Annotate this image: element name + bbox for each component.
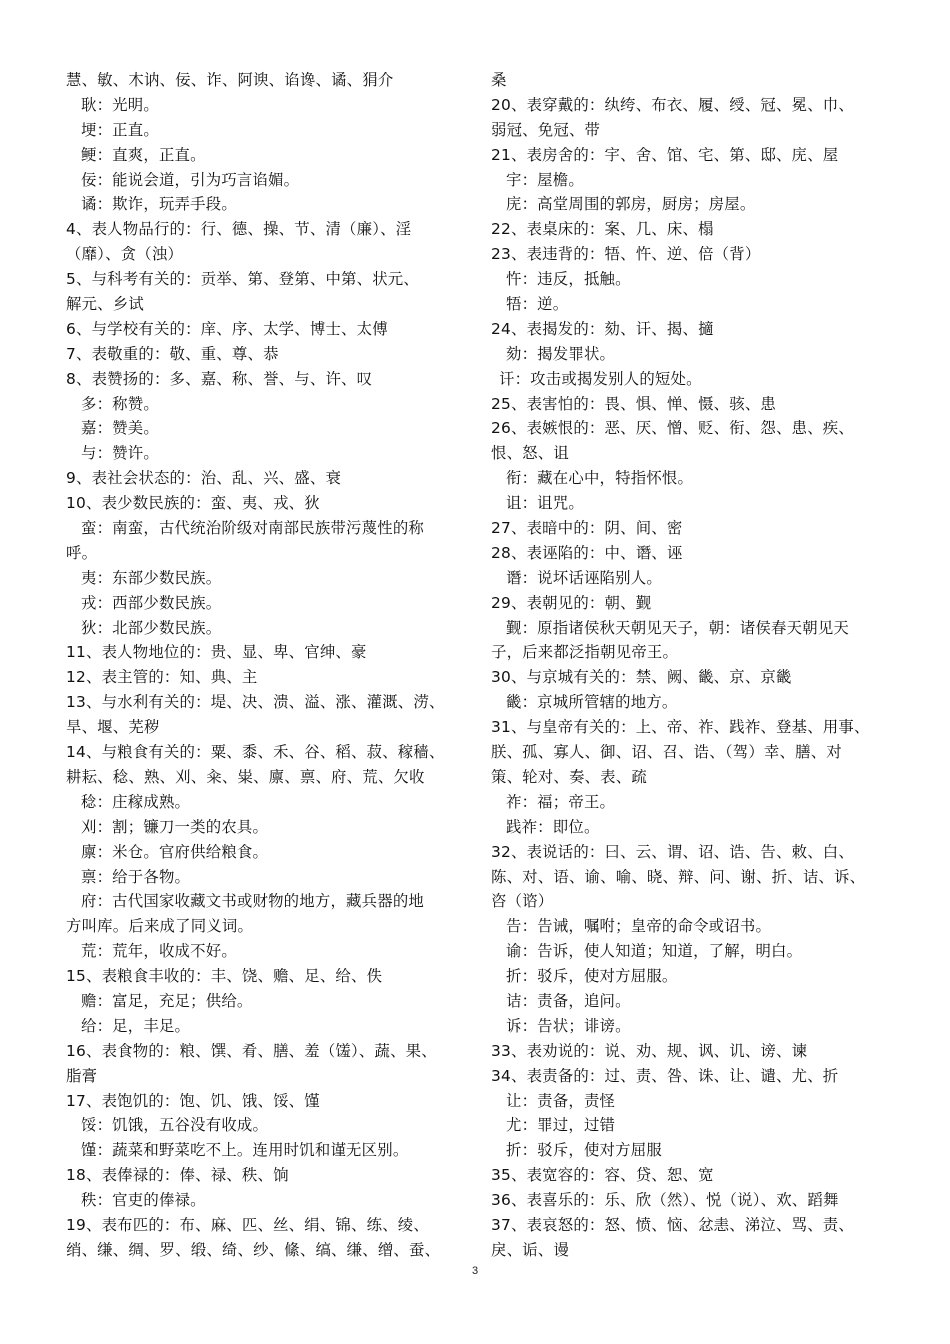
text-line: 告：告诫，嘱咐；皇帝的命令或诏书。 — [506, 917, 772, 936]
text-line: 30、与京城有关的：禁、阙、畿、京、京畿 — [491, 668, 792, 687]
text-line: 12、表主管的：知、典、主 — [66, 668, 258, 687]
text-line: 与：赞许。 — [81, 444, 159, 463]
text-line: 脂膏 — [66, 1066, 98, 1085]
text-line: 讦：攻击或揭发别人的短处。 — [499, 369, 702, 388]
text-line: 6、与学校有关的：庠、序、太学、博士、太傅 — [66, 319, 388, 338]
text-line: 呼。 — [66, 543, 98, 562]
text-line: 诅：诅咒。 — [506, 494, 584, 513]
text-line: 祚：福；帝王。 — [506, 792, 616, 811]
text-line: 诉：告状；诽谤。 — [506, 1016, 631, 1035]
text-line: 15、表粮食丰收的：丰、饶、赡、足、给、佚 — [66, 967, 383, 986]
text-line: 恨、怒、诅 — [491, 444, 569, 463]
text-line: 嘉：赞美。 — [81, 419, 159, 438]
text-line: 朕、孤、寡人、御、诏、召、诰、（驾）幸、膳、对 — [491, 743, 842, 762]
text-line: 旱、堰、芜秽 — [66, 718, 160, 737]
text-line: 8、表赞扬的：多、嘉、称、誉、与、许、叹 — [66, 369, 373, 388]
text-line: 28、表诬陷的：中、谮、诬 — [491, 543, 683, 562]
text-line: 禀：给于各物。 — [81, 867, 191, 886]
text-line: 子，后来都泛指朝见帝王。 — [491, 643, 679, 662]
text-line: 9、表社会状态的：治、乱、兴、盛、衰 — [66, 469, 342, 488]
text-line: 劾：揭发罪状。 — [506, 344, 616, 363]
text-line: 37、表哀怒的：怒、愤、恼、忿恚、涕泣、骂、责、 — [491, 1215, 854, 1234]
text-line: 多：称赞。 — [81, 394, 159, 413]
text-line: 方叫库。后来成了同义词。 — [66, 917, 254, 936]
text-line: 给：足，丰足。 — [81, 1016, 191, 1035]
text-line: 18、表俸禄的：俸、禄、秩、饷 — [66, 1166, 289, 1185]
text-line: 13、与水利有关的：堤、决、溃、溢、涨、灌溉、涝、 — [66, 693, 445, 712]
text-line: 34、表责备的：过、责、咎、诛、让、谴、尤、折 — [491, 1066, 839, 1085]
text-line: 馁：饥饿，五谷没有收成。 — [81, 1116, 269, 1135]
text-line: 夷：东部少数民族。 — [81, 568, 222, 587]
text-line: 19、表布匹的：布、麻、匹、丝、绢、锦、练、绫、 — [66, 1215, 429, 1234]
text-line: 觐：原指诸侯秋天朝见天子，朝：诸侯春天朝见天 — [506, 618, 849, 637]
text-line: 宇：屋檐。 — [506, 170, 584, 189]
text-line: 29、表朝见的：朝、觐 — [491, 593, 652, 612]
text-line: 庑：高堂周围的郭房，厨房；房屋。 — [506, 195, 756, 214]
text-line: 戎：西部少数民族。 — [81, 593, 222, 612]
text-line: 府：古代国家收藏文书或财物的地方，藏兵器的地 — [81, 892, 424, 911]
text-line: 谮：说坏话诬陷别人。 — [506, 568, 662, 587]
text-line: 策、轮对、奏、表、疏 — [491, 767, 647, 786]
left-column — [66, 68, 484, 1263]
text-line: 11、表人物地位的：贵、显、卑、官绅、豪 — [66, 643, 367, 662]
text-line: 戾、诟、谩 — [491, 1240, 569, 1259]
text-line: 刈：割；镰刀一类的农具。 — [81, 817, 269, 836]
right-column — [491, 68, 901, 1263]
text-line: 27、表暗中的：阴、间、密 — [491, 519, 683, 538]
text-line: 佞：能说会道，引为巧言谄媚。 — [81, 170, 300, 189]
text-line: 慧、敏、木讷、佞、诈、阿谀、谄谗、谲、狷介 — [66, 71, 394, 89]
text-line: 稔：庄稼成熟。 — [81, 792, 191, 811]
text-line: 谲：欺诈，玩弄手段。 — [81, 195, 237, 214]
text-line: 7、表敬重的：敬、重、尊、恭 — [66, 344, 279, 363]
text-line: 21、表房舍的：宇、舍、馆、宅、第、邸、庑、屋 — [491, 145, 839, 164]
text-line: 36、表喜乐的：乐、欣（然）、悦（说）、欢、蹈舞 — [491, 1191, 839, 1210]
text-line: 廪：米仓。官府供给粮食。 — [81, 842, 269, 861]
text-line: 忤：违反，抵触。 — [506, 270, 631, 289]
text-line: 25、表害怕的：畏、惧、惮、慑、骇、患 — [491, 394, 777, 413]
text-line: 23、表违背的：牾、忤、逆、倍（背） — [491, 245, 761, 264]
text-line: 馑：蔬菜和野菜吃不上。连用时饥和谨无区别。 — [81, 1141, 409, 1160]
text-line: 16、表食物的：粮、馔、肴、膳、羞（馐）、蔬、果、 — [66, 1041, 437, 1060]
text-line: 绡、缣、绸、罗、缎、绮、纱、絛、缟、缣、缯、蚕、 — [66, 1240, 441, 1259]
text-line: 35、表宽容的：容、贷、恕、宽 — [491, 1166, 714, 1185]
text-line: 鲠：直爽，正直。 — [81, 145, 206, 164]
text-line: 畿：京城所管辖的地方。 — [506, 693, 678, 712]
text-line: 解元、乡试 — [66, 295, 144, 314]
text-line: 24、表揭发的：劾、讦、揭、擿 — [491, 319, 714, 338]
text-line: 耕耘、稔、熟、刈、籴、粜、廪、禀、府、荒、欠收 — [66, 767, 425, 786]
text-line: 践祚：即位。 — [506, 817, 600, 836]
text-line: 埂：正直。 — [81, 120, 159, 139]
text-line: 让：责备，责怪 — [506, 1091, 616, 1110]
text-line: 折：驳斥，使对方屈服 — [506, 1141, 662, 1160]
text-line: 尤：罪过，过错 — [506, 1116, 616, 1135]
page-number: 3 — [471, 1265, 479, 1277]
text-line: 20、表穿戴的：纨绔、布衣、履、绶、冠、冕、巾、 — [491, 95, 854, 114]
text-line: 衔：藏在心中，特指怀恨。 — [506, 469, 694, 488]
text-line: 31、与皇帝有关的：上、帝、祚、践祚、登基、用事、 — [491, 718, 870, 737]
text-line: 14、与粮食有关的：粟、黍、禾、谷、稻、菽、稼穑、 — [66, 743, 445, 762]
text-line: 5、与科考有关的：贡举、第、登第、中第、状元、 — [66, 270, 419, 289]
text-line: 22、表桌床的：案、几、床、榻 — [491, 220, 714, 239]
text-line: 折：驳斥，使对方屈服。 — [506, 967, 678, 986]
text-line: 狄：北部少数民族。 — [81, 618, 222, 637]
text-line: 赡：富足，充足；供给。 — [81, 991, 253, 1010]
text-line: 荒：荒年，收成不好。 — [81, 942, 237, 961]
text-line: 4、表人物品行的：行、德、操、节、清（廉）、淫 — [66, 220, 412, 239]
text-line: 秩：官吏的俸禄。 — [81, 1191, 206, 1210]
text-line: 弱冠、免冠、带 — [491, 120, 601, 139]
text-line: 陈、对、语、谕、喻、晓、辩、问、谢、折、诘、诉、 — [491, 867, 866, 886]
text-line: 33、表劝说的：说、劝、规、讽、讥、谤、谏 — [491, 1041, 808, 1060]
text-line: 32、表说话的：曰、云、谓、诏、诰、告、敕、白、 — [491, 842, 854, 861]
text-line: 咨（谘） — [491, 892, 554, 911]
text-line: 耿：光明。 — [81, 95, 159, 114]
text-line: 诘：责备，追问。 — [506, 991, 631, 1010]
text-line: 蛮：南蛮，古代统治阶级对南部民族带污蔑性的称 — [81, 519, 424, 538]
text-line: 谕：告诉，使人知道；知道，了解，明白。 — [506, 942, 803, 961]
text-line: （靡）、贪（浊） — [66, 245, 184, 264]
text-line: 桑 — [491, 71, 507, 89]
text-line: 26、表嫉恨的：恶、厌、憎、贬、衔、怨、患、疾、 — [491, 419, 854, 438]
text-line: 牾：逆。 — [506, 295, 569, 314]
text-line: 17、表饱饥的：饱、饥、饿、馁、馑 — [66, 1091, 320, 1110]
text-line: 10、表少数民族的：蛮、夷、戎、狄 — [66, 494, 320, 513]
